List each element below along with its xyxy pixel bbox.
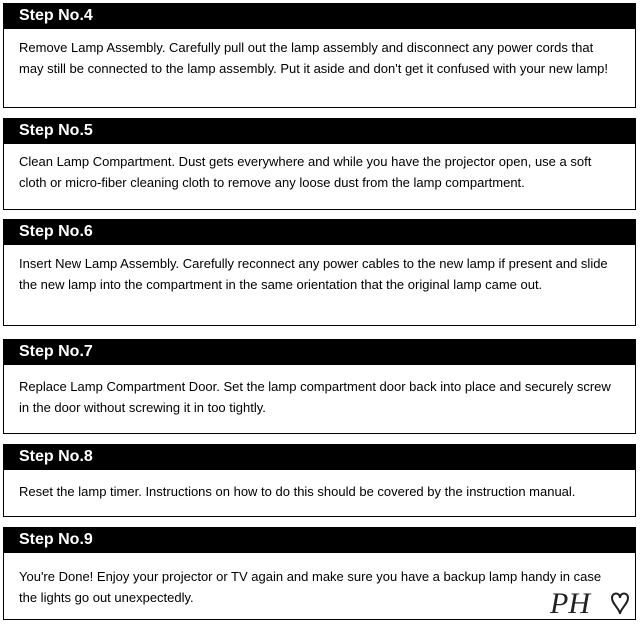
- step-8-title: Step No.8: [3, 444, 636, 469]
- step-5-box: [3, 143, 636, 210]
- step-9-box: [3, 552, 636, 620]
- step-7-text: Replace Lamp Compartment Door. Set the lamp compartment door back into place and securely screw in the door without screwing it in too tightly.: [19, 379, 611, 415]
- ph-logo: [546, 582, 636, 620]
- step-6-title: Step No.6: [3, 219, 636, 244]
- step-8-text: Reset the lamp timer. Instructions on how to do this should be covered by the instruction manual.: [19, 484, 576, 499]
- heart-icon: [612, 594, 628, 615]
- ph-logo-text: PH: [550, 587, 590, 620]
- step-4-title: Step No.4: [3, 3, 636, 28]
- step-5-title: Step No.5: [3, 118, 636, 143]
- step-4-text: Remove Lamp Assembly. Carefully pull out the lamp assembly and disconnect any power cords that may still be connected to the lamp assembly. Put it aside and don't get it confused with your new lamp!: [19, 40, 608, 76]
- step-6-text: Insert New Lamp Assembly. Carefully reconnect any power cables to the new lamp if present and slide the new lamp into the compartment in the same orientation that the original lamp came out.: [19, 256, 608, 292]
- step-7-box: [3, 364, 636, 434]
- step-6-box: [3, 244, 636, 326]
- step-5-text: Clean Lamp Compartment. Dust gets everywhere and while you have the projector open, use a soft cloth or micro-fiber cleaning cloth to remove any loose dust from the lamp compartment.: [19, 154, 592, 190]
- step-7-title: Step No.7: [3, 339, 636, 364]
- step-4-box: [3, 28, 636, 108]
- step-8-box: [3, 469, 636, 517]
- step-9-title: Step No.9: [3, 527, 636, 552]
- step-9-text: You're Done! Enjoy your projector or TV again and make sure you have a backup lamp handy in case the lights go out unexpectedly.: [19, 569, 602, 605]
